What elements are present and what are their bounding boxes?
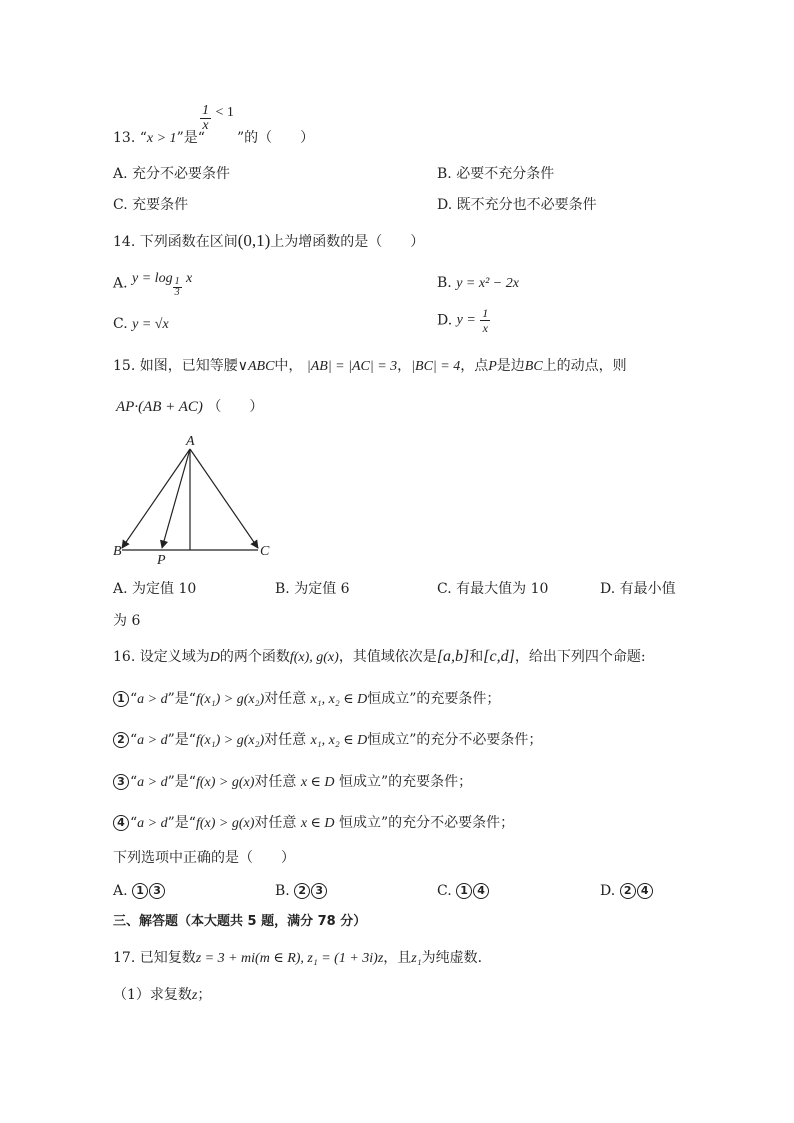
circled-1-icon: 1	[113, 691, 129, 707]
q16-prop-4: 4 “a > d”是“f(x) > g(x)对任意 x ∈ D 恒成立”的充分不必要条件；	[113, 813, 514, 834]
q14-option-c[interactable]: C. y = √x	[113, 316, 169, 332]
q15-label-p: P	[157, 553, 166, 568]
q15-label-b: B	[113, 544, 122, 559]
q13-stem: 13. “x > 1”是“	[113, 130, 205, 146]
q13-fraction-part: $\frac{1}{x}$ < 1	[202, 103, 234, 133]
q17-part-1: （1）求复数z；	[113, 987, 212, 1003]
q15-option-b[interactable]: B. 为定值 6	[275, 581, 350, 597]
q16-option-b[interactable]: B. 2 3	[275, 881, 328, 901]
q16-ask: 下列选项中正确的是（ ）	[113, 850, 295, 866]
q15-side-ac	[190, 449, 258, 548]
circled-1-icon: 1	[132, 883, 148, 899]
q14-stem: 14. 下列函数在区间(0,1)上为增函数的是（ ）	[113, 231, 425, 250]
q15-option-d[interactable]: D. 有最小值	[600, 581, 676, 597]
q17-number: 17.	[113, 950, 136, 966]
q16-option-c[interactable]: C. 1 4	[437, 881, 490, 901]
circled-4-icon: 4	[637, 883, 653, 899]
q13-option-d[interactable]: D. 既不充分也不必要条件	[437, 197, 597, 213]
q13-number: 13.	[113, 130, 136, 146]
circled-2-icon: 2	[113, 732, 129, 748]
q16-number: 16.	[113, 649, 136, 665]
q13-option-b[interactable]: B. 必要不充分条件	[437, 166, 555, 182]
q16-prop-3: 3 “a > d”是“f(x) > g(x)对任意 x ∈ D 恒成立”的充要条件；	[113, 772, 472, 793]
q14-interval: (0,1)	[237, 231, 271, 250]
q14-number: 14.	[113, 234, 136, 250]
q13-option-c[interactable]: C. 充要条件	[113, 197, 189, 213]
q14-option-a[interactable]: A. y = log $\frac{1}{3}$ x	[113, 270, 193, 298]
q15-triangle-figure	[108, 432, 278, 568]
circled-2-icon: 2	[294, 883, 310, 899]
circled-3-icon: 3	[113, 774, 129, 790]
q13-cond-x: x > 1	[146, 131, 177, 146]
q15-option-c[interactable]: C. 有最大值为 10	[437, 581, 549, 597]
q15-stem: 15. 如图，已知等腰∨ABC中， |AB| = |AC| = 3，|BC| = 4，点P是边BC上的动点，则	[113, 358, 627, 374]
q14-log-base: $\frac{1}{3}$	[174, 276, 180, 298]
circled-1-icon: 1	[456, 883, 472, 899]
q16-prop-1: 1 “a > d”是“f(x₁) > g(x₂)对任意 x₁, x₂ ∈ D恒成立”的充要条件；	[113, 689, 500, 710]
q15-option-d-wrap: 为 6	[113, 613, 141, 629]
q15-side-ab	[122, 449, 190, 548]
circled-3-icon: 3	[311, 883, 327, 899]
q16-stem: 16. 设定义域为D的两个函数f(x), g(x)，其值域依次是[a,b]和[c,d]，给出下列四个命题:	[113, 648, 646, 665]
q13-fraction: $\frac{1}{x}$	[202, 103, 209, 133]
q13-stem-end: ”的（ ）	[237, 130, 315, 146]
q17-stem: 17. 已知复数z = 3 + mi(m ∈ R), z₁ = (1 + 3i)z，且z₁为纯虚数．	[113, 950, 492, 966]
q15-vector-ap	[162, 449, 190, 548]
q14-option-d[interactable]: D. y = $\frac{1}{x}$	[437, 306, 489, 335]
q14-option-b[interactable]: B. y = x² − 2x	[437, 275, 519, 291]
q16-option-a[interactable]: A. 1 3	[113, 881, 166, 901]
circled-3-icon: 3	[149, 883, 165, 899]
circled-4-icon: 4	[473, 883, 489, 899]
circled-2-icon: 2	[620, 883, 636, 899]
circled-4-icon: 4	[113, 815, 129, 831]
q16-option-d[interactable]: D. 2 4	[600, 881, 654, 901]
q13-option-a[interactable]: A. 充分不必要条件	[113, 166, 231, 182]
q15-label-c: C	[260, 544, 270, 559]
q15-expression: AP·(AB + AC) （ ）	[116, 399, 264, 415]
q14-optd-fraction: $\frac{1}{x}$	[482, 306, 489, 335]
q15-label-a: A	[186, 434, 195, 449]
q16-prop-2: 2 “a > d”是“f(x₁) > g(x₂)对任意 x₁, x₂ ∈ D恒成立”的充分不必要条件；	[113, 730, 542, 751]
q15-number: 15.	[113, 358, 136, 374]
q15-option-a[interactable]: A. 为定值 10	[113, 581, 197, 597]
section-3-heading: 三、解答题（本大题共 5 题，满分 78 分）	[113, 914, 367, 929]
